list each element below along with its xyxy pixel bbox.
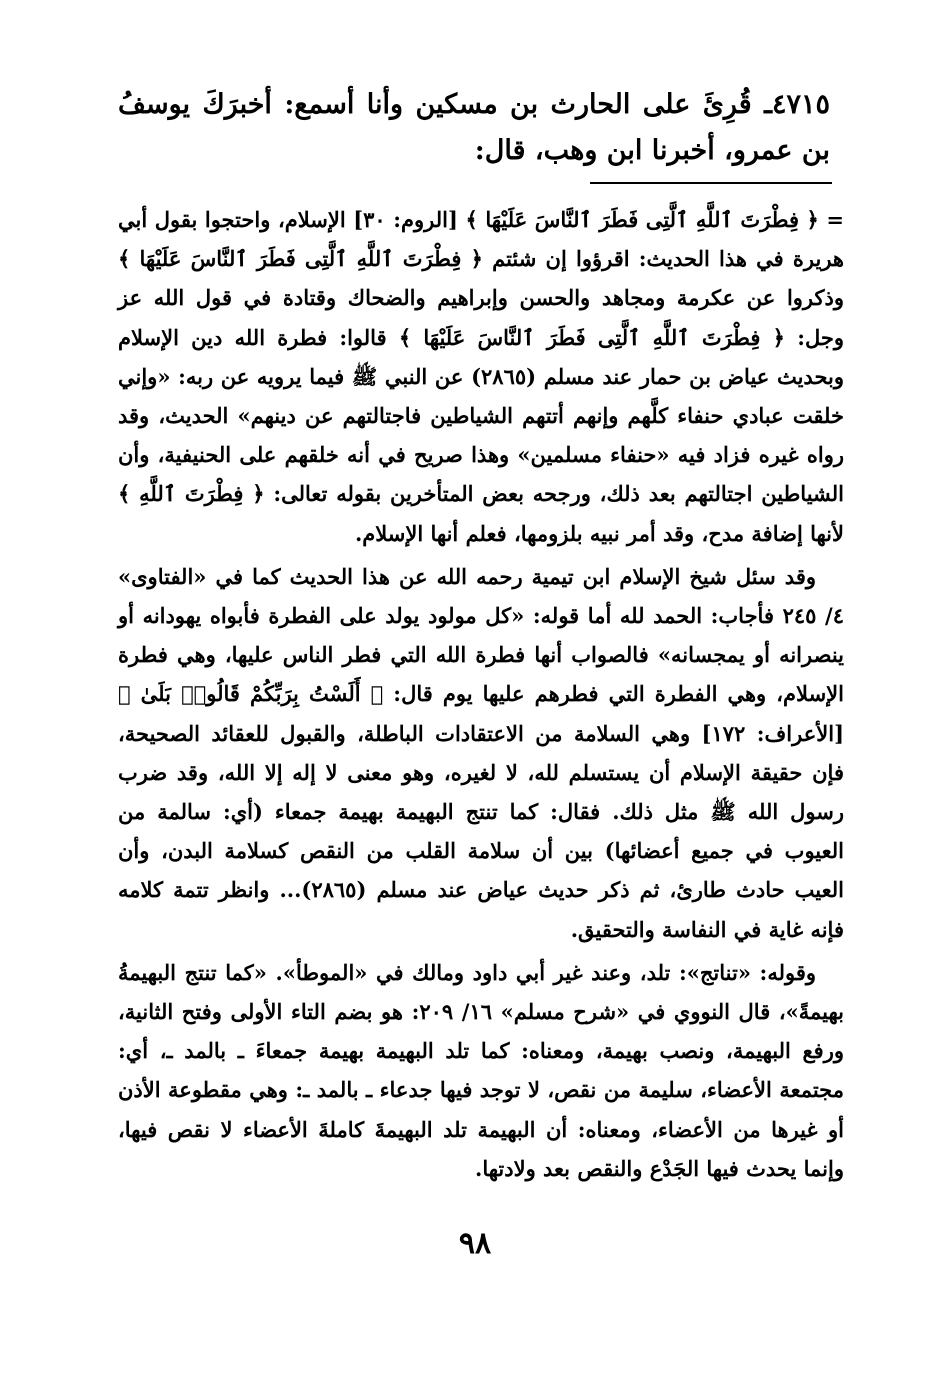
main-text: ٤٧١٥ـ قُرِئَ على الحارث بن مسكين وأنا أسمع: أخبرَكَ يوسفُ بن عمرو، أخبرنا ابن وهب، قال: [118, 89, 830, 166]
footnote-paragraph: = ﴿ فِطْرَتَ ٱللَّهِ ٱلَّتِى فَطَرَ ٱلنَّاسَ عَلَيْهَا ﴾ [الروم: ٣٠] الإسلام، واحتجوا بقول أبي هريرة في هذا الحديث: اقرؤوا إن شئتم ﴿ فِطْرَتَ ٱللَّهِ ٱلَّتِى فَطَرَ ٱلنَّاسَ عَلَيْهَا ﴾ وذكروا عن عكرمة ومجاهد والحسن وإبراهيم والضحاك وقتادة في قول الله عز وجل: ﴿ فِطْرَتَ ٱللَّهِ ٱلَّتِى فَطَرَ ٱلنَّاسَ عَلَيْهَا ﴾ قالوا: فطرة الله دين الإسلام وبحديث عياض بن حمار عند مسلم (٢٨٦٥) عن النبي ﷺ فيما يرويه عن ربه: «وإني خلقت عبادي حنفاء كلَّهم وإنهم أتتهم الشياطين فاجتالتهم عن دينهم» الحديث، وقد رواه غيره فزاد فيه «حنفاء مسلمين» وهذا صريح في أنه خلقهم على الحنيفية، وأن الشياطين اجتالتهم بعد ذلك، ورجحه بعض المتأخرين بقوله تعالى: ﴿ فِطْرَتَ ٱللَّهِ ﴾ لأنها إضافة مدح، وقد أمر نبيه بلزومها، فعلم أنها الإسلام. [118, 207, 844, 546]
footnotes [118, 200, 844, 1188]
page-number: ٩٨ [458, 1226, 492, 1261]
footnote-paragraph: وقد سئل شيخ الإسلام ابن تيمية رحمه الله عن هذا الحديث كما في «الفتاوى» ٤/ ٢٤٥ فأجاب: الحمد لله أما قوله: «كل مولود يولد على الفطرة فأبواه يهودانه أو ينصرانه أو يمجسانه» فالصواب أنها فطرة الله التي فطر الناس عليها، وهي فطرة الإسلام، وهي الفطرة التي فطرهم عليها يوم قال: ﴿ أَلَسْتُ بِرَبِّكُمْ قَالُوا۟ بَلَىٰ ﴾ [الأعراف: ١٧٢] وهي السلامة من الاعتقادات الباطلة، والقبول للعقائد الصحيحة، فإن حقيقة الإسلام أن يستسلم لله، لا لغيره، وهو معنى لا إله إلا الله، وقد ضرب رسول الله ﷺ مثل ذلك. فقال: كما تنتج البهيمة بهيمة جمعاء (أي: سالمة من العيوب في جميع أعضائها) بين أن سلامة القلب من النقص كسلامة البدن، وأن العيب حادث طارئ، ثم ذكر حديث عياض عند مسلم (٢٨٦٥)... وانظر تتمة كلامه فإنه غاية في النفاسة والتحقيق. [118, 563, 845, 942]
footnote-paragraph: وقوله: «تناتج»: تلد، وعند غير أبي داود ومالك في «الموطأ». «كما تنتج البهيمةُ بهيمةً»، قال النووي في «شرح مسلم» ١٦/ ٢٠٩: هو بضم التاء الأولى وفتح الثانية، ورفع البهيمة، ونصب بهيمة، ومعناه: كما تلد البهيمة بهيمة جمعاءَ ـ بالمد ـ، أي: مجتمعة الأعضاء، سليمة من نقص، لا توجد فيها جدعاء ـ بالمد ـ: وهي مقطوعة الأذن أو غيرها من الأعضاء، ومعناه: أن البهيمة تلد البهيمةَ كاملةَ الأعضاء لا نقص فيها، وإنما يحدث فيها الجَدْع والنقص بعد ولادتها. [118, 959, 845, 1181]
footnote-divider [590, 182, 832, 184]
